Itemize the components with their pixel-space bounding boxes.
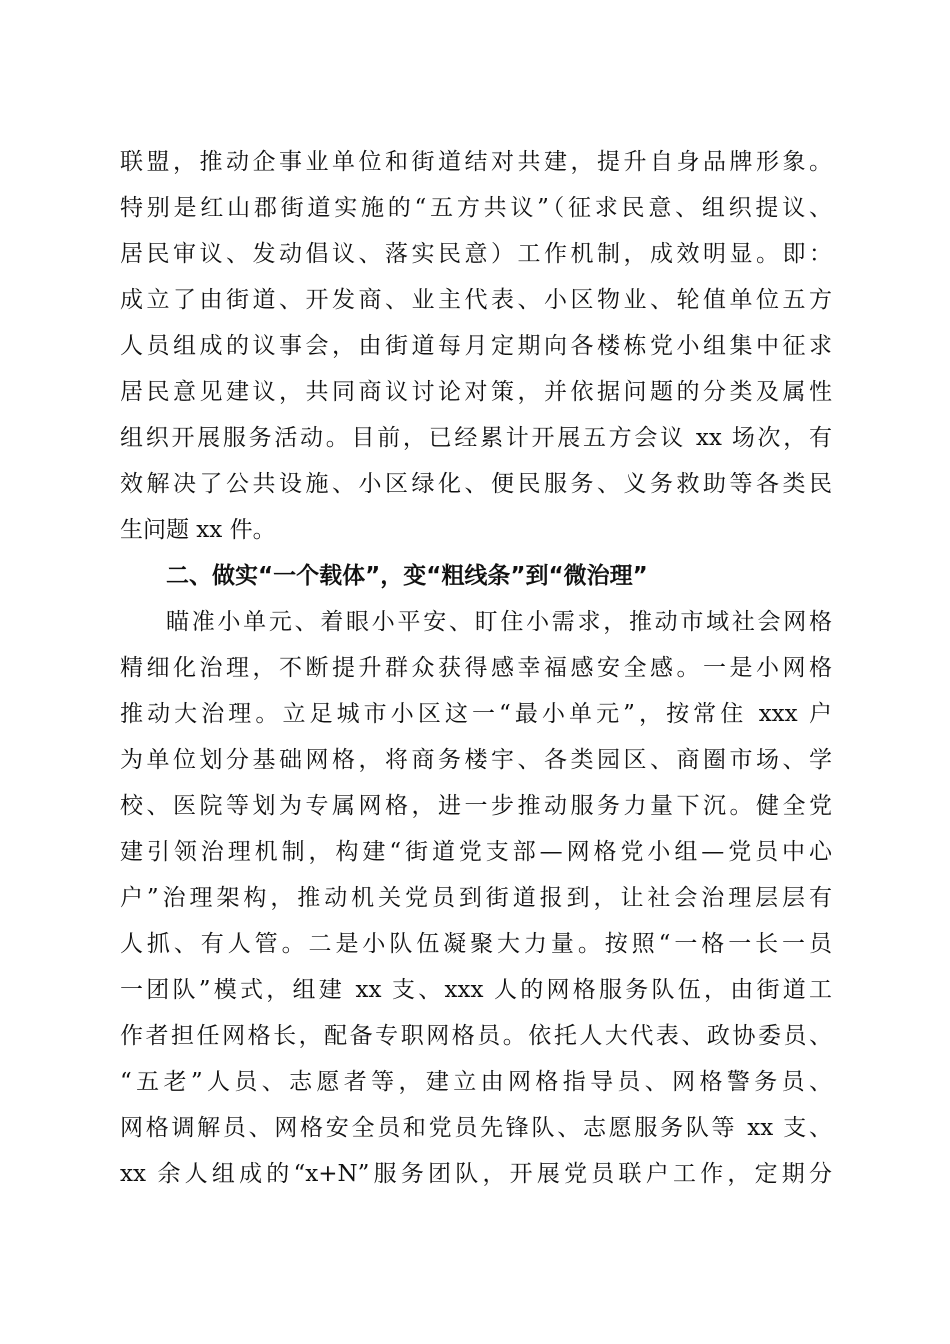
paragraph-1-line-8: 效解决了公共设施、小区绿化、便民服务、义务救助等各类民 bbox=[120, 471, 832, 497]
paragraph-1-line-3: 居民审议、发动倡议、落实民意）工作机制，成效明显。即： bbox=[120, 241, 832, 267]
paragraph-2-line-3: 推动大治理。立足城市小区这一“最小单元”，按常住 xxx 户 bbox=[120, 701, 832, 727]
paragraph-2-line-8: 人抓、有人管。二是小队伍凝聚大力量。按照“一格一长一员 bbox=[120, 931, 832, 957]
paragraph-2-line-11: “五老”人员、志愿者等，建立由网格指导员、网格警务员、 bbox=[120, 1069, 832, 1095]
paragraph-1-line-9: 生问题 xx 件。 bbox=[120, 517, 276, 543]
paragraph-1-line-7: 组织开展服务活动。目前，已经累计开展五方会议 xx 场次，有 bbox=[120, 425, 832, 451]
paragraph-2-line-9: 一团队”模式，组建 xx 支、xxx 人的网格服务队伍，由街道工 bbox=[120, 977, 832, 1003]
paragraph-1-line-2: 特别是红山郡街道实施的“五方共议”（征求民意、组织提议、 bbox=[120, 195, 832, 221]
paragraph-2-line-10: 作者担任网格长，配备专职网格员。依托人大代表、政协委员、 bbox=[120, 1023, 832, 1049]
paragraph-2-line-6: 建引领治理机制，构建“街道党支部—网格党小组—党员中心 bbox=[120, 839, 832, 865]
paragraph-2-line-2: 精细化治理，不断提升群众获得感幸福感安全感。一是小网格 bbox=[120, 655, 832, 681]
paragraph-2-line-7: 户”治理架构，推动机关党员到街道报到，让社会治理层层有 bbox=[120, 885, 832, 911]
paragraph-1-line-5: 人员组成的议事会，由街道每月定期向各楼栋党小组集中征求 bbox=[120, 333, 832, 359]
paragraph-1-line-6: 居民意见建议，共同商议讨论对策，并依据问题的分类及属性 bbox=[120, 379, 832, 405]
paragraph-2-line-1: 瞄准小单元、着眼小平安、盯住小需求，推动市域社会网格 bbox=[166, 609, 832, 635]
section-heading: 二、做实“一个载体”，变“粗线条”到“微治理” bbox=[166, 563, 648, 589]
paragraph-2-line-5: 校、医院等划为专属网格，进一步推动服务力量下沉。健全党 bbox=[120, 793, 832, 819]
paragraph-2-line-12: 网格调解员、网格安全员和党员先锋队、志愿服务队等 xx 支、 bbox=[120, 1115, 832, 1141]
paragraph-1-line-1: 联盟，推动企事业单位和街道结对共建，提升自身品牌形象。 bbox=[120, 149, 832, 175]
paragraph-2-line-4: 为单位划分基础网格，将商务楼宇、各类园区、商圈市场、学 bbox=[120, 747, 832, 773]
paragraph-2-line-13: xx 余人组成的“x+N”服务团队，开展党员联户工作，定期分 bbox=[120, 1161, 832, 1187]
paragraph-1-line-4: 成立了由街道、开发商、业主代表、小区物业、轮值单位五方 bbox=[120, 287, 832, 313]
